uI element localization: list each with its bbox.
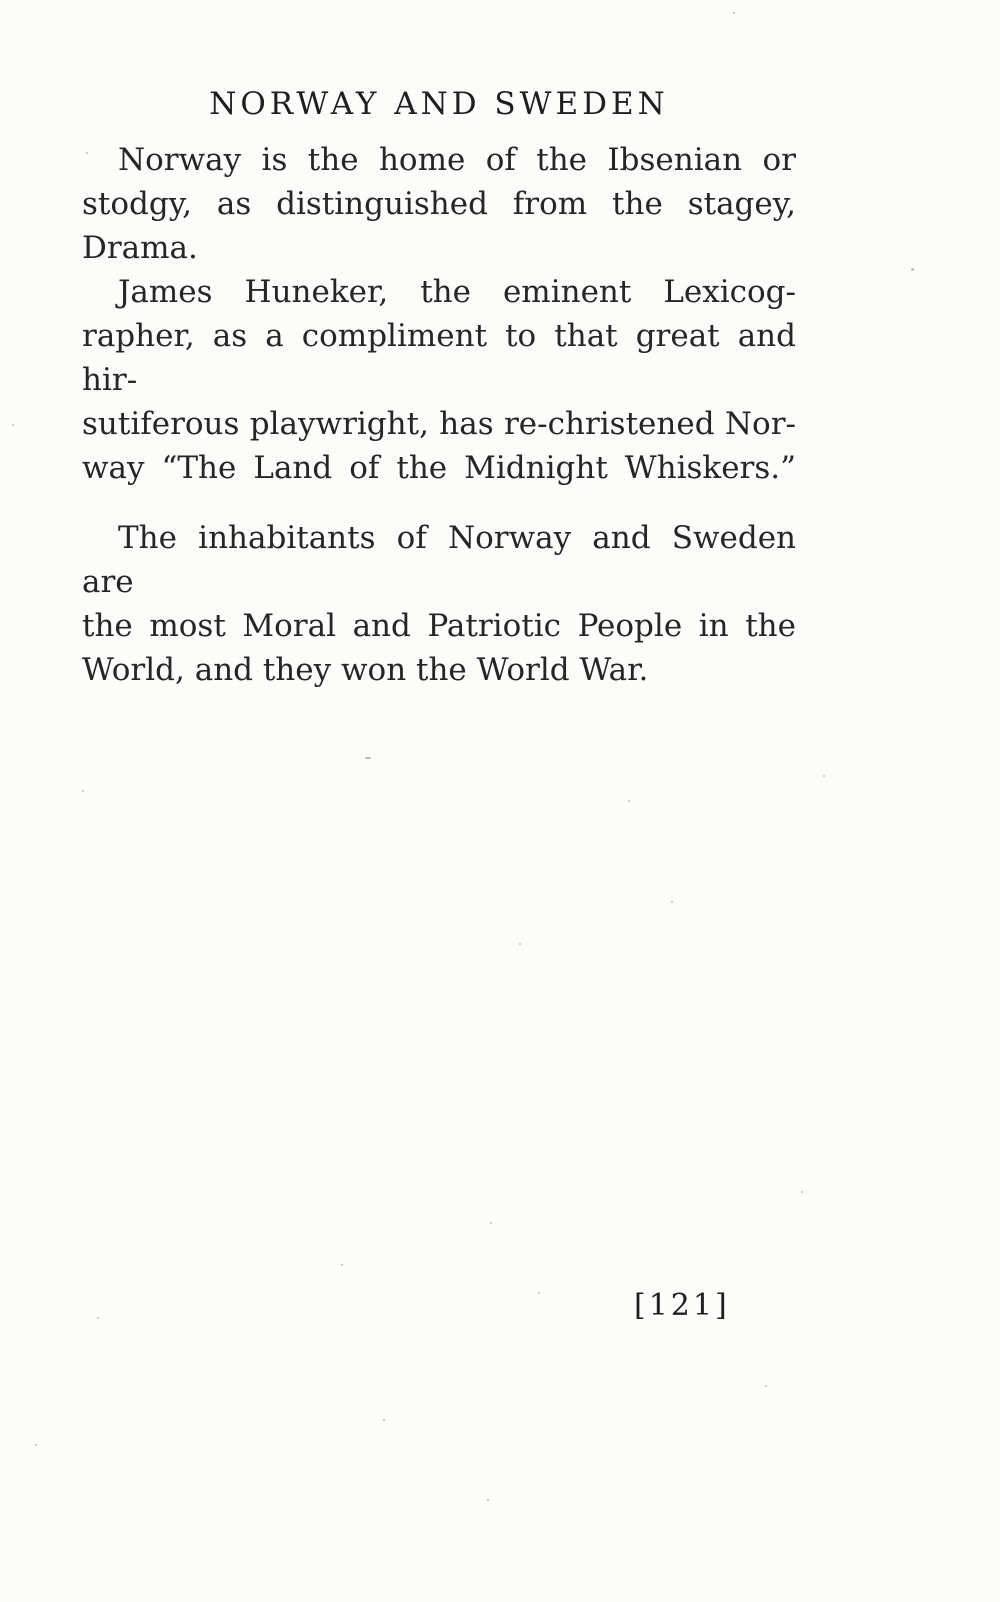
scan-speck <box>86 152 88 154</box>
scan-speck <box>341 1264 343 1266</box>
body-line: rapher, as a compliment to that great and hir- <box>82 318 796 398</box>
scan-speck <box>519 943 521 945</box>
text-block <box>82 86 796 692</box>
scan-speck <box>628 800 630 802</box>
page-number: [121] <box>634 1288 730 1323</box>
scan-speck <box>671 901 673 903</box>
body-line: James Huneker, the eminent Lexicog- <box>118 274 796 310</box>
body-line: way “The Land of the Midnight Whiskers.” <box>82 450 796 486</box>
scan-speck <box>365 757 371 759</box>
body-line: sutiferous playwright, has re-christened Nor- <box>82 406 796 442</box>
scan-speck <box>487 1499 489 1501</box>
scan-speck <box>911 268 914 271</box>
scan-speck <box>97 1317 99 1319</box>
paragraph-2 <box>82 270 796 490</box>
scan-speck <box>733 12 735 14</box>
scan-speck <box>35 1444 37 1446</box>
scan-speck <box>538 1292 540 1294</box>
body-line: Norway is the home of the Ibsenian or <box>118 142 796 178</box>
scan-speck <box>801 1191 803 1193</box>
scan-speck <box>12 424 14 426</box>
scan-speck <box>765 1385 767 1387</box>
scan-speck <box>383 1419 385 1421</box>
scan-speck <box>490 1222 492 1224</box>
page-heading: NORWAY AND SWEDEN <box>209 86 669 122</box>
body-line: World, and they won the World War. <box>82 652 649 688</box>
scan-speck <box>82 790 84 792</box>
paragraph-3 <box>82 516 796 692</box>
body-line: stodgy, as distinguished from the stagey, <box>82 186 796 222</box>
body-line: the most Moral and Patriotic People in the <box>82 608 796 644</box>
body-line: The inhabitants of Norway and Sweden are <box>82 520 796 600</box>
body-line: Drama. <box>82 230 198 266</box>
paragraph-1 <box>82 138 796 270</box>
scan-speck <box>823 775 825 777</box>
